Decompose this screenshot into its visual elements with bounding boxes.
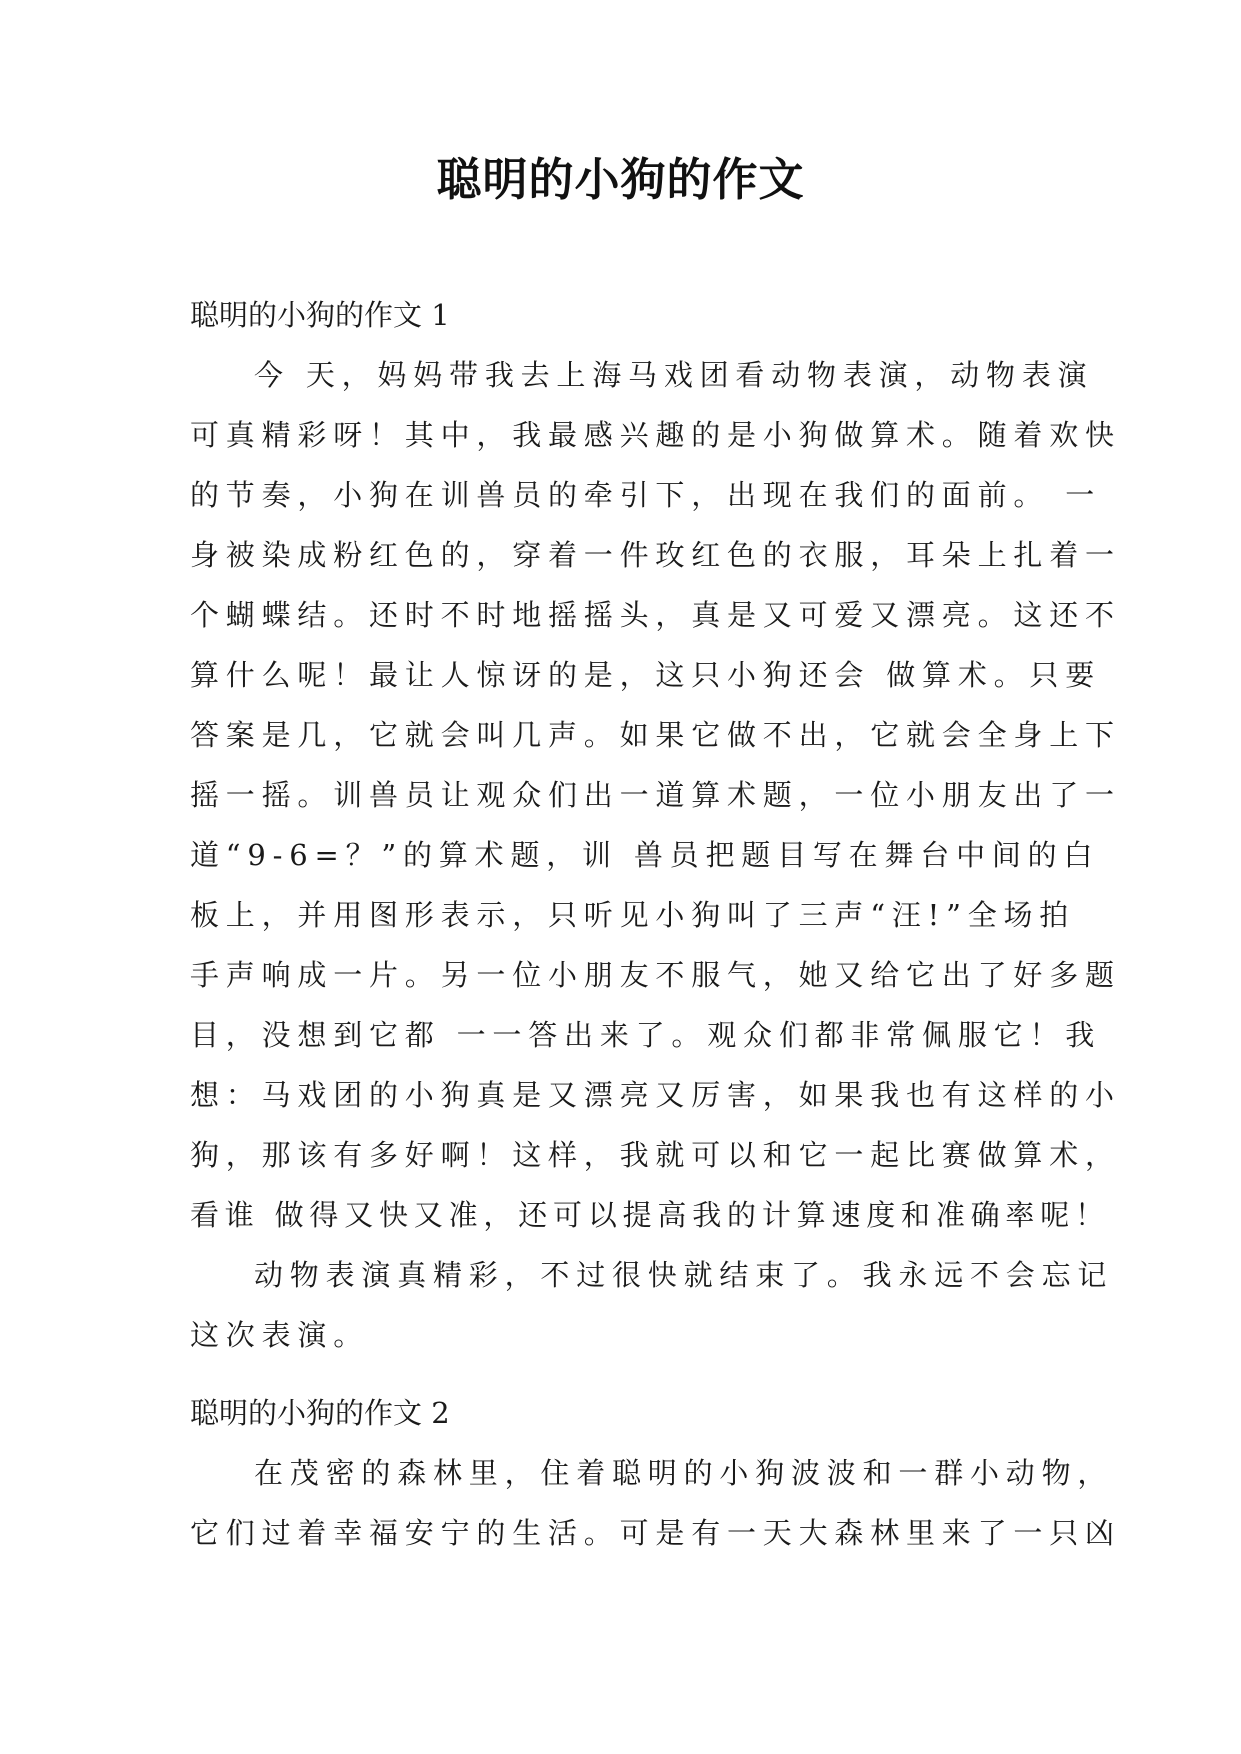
- paragraph-line: 在茂密的森林里，住着聪明的小狗波波和一群小动物，: [254, 1456, 1114, 1490]
- paragraph-line: 今 天，妈妈带我去上海马戏团看动物表演，动物表演: [254, 358, 1094, 392]
- document-title: 聪明的小狗的作文: [436, 153, 805, 206]
- paragraph-line: 算什么呢！最让人惊讶的是，这只小狗还会 做算术。只要: [190, 658, 1102, 692]
- paragraph-line: 目，没想到它都 一一答出来了。观众们都非常佩服它！我: [190, 1018, 1102, 1052]
- paragraph-line: 手声响成一片。另一位小朋友不服气，她又给它出了好多题: [190, 958, 1121, 992]
- paragraph-line: 板上，并用图形表示，只听见小狗叫了三声“汪!”全场拍: [190, 898, 1076, 932]
- paragraph-line: 答案是几，它就会叫几声。如果它做不出，它就会全身上下: [190, 718, 1121, 752]
- paragraph-line: 可真精彩呀！其中，我最感兴趣的是小狗做算术。随着欢快: [190, 418, 1121, 452]
- section-heading: 聪明的小狗的作文 1: [190, 298, 450, 332]
- essay-section-2: [190, 1383, 1121, 1563]
- essay-section-1: [190, 285, 1121, 1365]
- paragraph-line: 看谁 做得又快又准，还可以提高我的计算速度和准确率呢！: [190, 1198, 1110, 1232]
- paragraph-line: 摇一摇。训兽员让观众们出一道算术题，一位小朋友出了一: [190, 778, 1121, 812]
- paragraph-line: 道“9-6=？”的算术题，训 兽员把题目写在舞台中间的白: [190, 838, 1100, 872]
- paragraph-line: 个蝴蝶结。还时不时地摇摇头，真是又可爱又漂亮。这还不: [190, 598, 1121, 632]
- paragraph-line: 动物表演真精彩，不过很快就结束了。我永远不会忘记: [254, 1258, 1114, 1292]
- paragraph-line: 这次表演。: [190, 1318, 370, 1352]
- paragraph-line: 狗，那该有多好啊！这样，我就可以和它一起比赛做算术，: [190, 1138, 1121, 1172]
- section-heading: 聪明的小狗的作文 2: [190, 1396, 450, 1430]
- paragraph-line: 身被染成粉红色的，穿着一件玫红色的衣服，耳朵上扎着一: [190, 538, 1121, 572]
- paragraph-line: 它们过着幸福安宁的生活。可是有一天大森林里来了一只凶: [190, 1516, 1121, 1550]
- paragraph-line: 的节奏，小狗在训兽员的牵引下，出现在我们的面前。 一: [190, 478, 1102, 512]
- paragraph-line: 想：马戏团的小狗真是又漂亮又厉害，如果我也有这样的小: [190, 1078, 1121, 1112]
